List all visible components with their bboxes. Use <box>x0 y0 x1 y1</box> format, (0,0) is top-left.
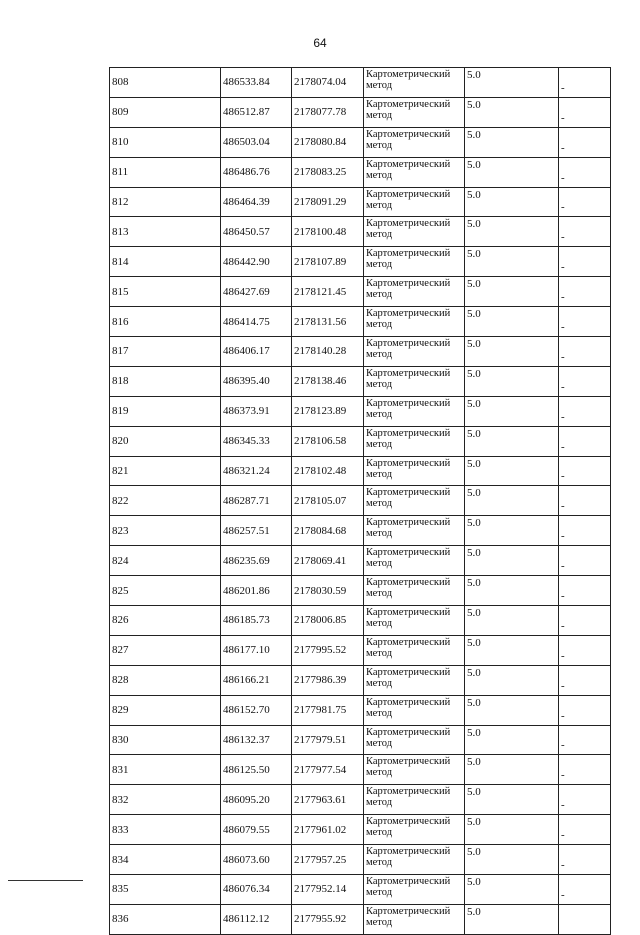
accuracy-cell: 5.0 <box>465 247 559 277</box>
y-coordinate-cell: 2178131.56 <box>292 307 364 337</box>
method-cell: Картометрический метод <box>364 725 465 755</box>
description-cell: - <box>559 337 611 367</box>
accuracy-cell: 5.0 <box>465 396 559 426</box>
method-cell: Картометрический метод <box>364 665 465 695</box>
y-coordinate-cell: 2178121.45 <box>292 277 364 307</box>
description-cell: - <box>559 725 611 755</box>
method-cell: Картометрический метод <box>364 695 465 725</box>
accuracy-cell: 5.0 <box>465 665 559 695</box>
description-cell: - <box>559 845 611 875</box>
point-number-cell: 825 <box>110 576 221 606</box>
y-coordinate-cell: 2178030.59 <box>292 576 364 606</box>
method-cell: Картометрический метод <box>364 456 465 486</box>
method-cell: Картометрический метод <box>364 576 465 606</box>
point-number-cell: 824 <box>110 546 221 576</box>
table-row <box>110 97 611 127</box>
table-row <box>110 277 611 307</box>
accuracy-cell: 5.0 <box>465 277 559 307</box>
method-cell: Картометрический метод <box>364 875 465 905</box>
description-cell: - <box>559 606 611 636</box>
table-row <box>110 337 611 367</box>
description-cell: - <box>559 875 611 905</box>
x-coordinate-cell: 486152.70 <box>221 695 292 725</box>
point-number-cell: 815 <box>110 277 221 307</box>
table-row <box>110 127 611 157</box>
description-cell: - <box>559 815 611 845</box>
x-coordinate-cell: 486079.55 <box>221 815 292 845</box>
y-coordinate-cell: 2177952.14 <box>292 875 364 905</box>
point-number-cell: 835 <box>110 875 221 905</box>
accuracy-cell: 5.0 <box>465 426 559 456</box>
y-coordinate-cell: 2178123.89 <box>292 396 364 426</box>
x-coordinate-cell: 486257.51 <box>221 516 292 546</box>
x-coordinate-cell: 486450.57 <box>221 217 292 247</box>
point-number-cell: 818 <box>110 366 221 396</box>
accuracy-cell: 5.0 <box>465 97 559 127</box>
footnote-divider <box>8 880 83 881</box>
method-cell: Картометрический метод <box>364 68 465 98</box>
point-number-cell: 813 <box>110 217 221 247</box>
table-row <box>110 546 611 576</box>
point-number-cell: 819 <box>110 396 221 426</box>
x-coordinate-cell: 486166.21 <box>221 665 292 695</box>
point-number-cell: 811 <box>110 157 221 187</box>
method-cell: Картометрический метод <box>364 247 465 277</box>
table-row <box>110 396 611 426</box>
description-cell: - <box>559 277 611 307</box>
method-cell: Картометрический метод <box>364 815 465 845</box>
y-coordinate-cell: 2177957.25 <box>292 845 364 875</box>
x-coordinate-cell: 486406.17 <box>221 337 292 367</box>
coordinates-table-body <box>110 68 611 935</box>
description-cell: - <box>559 665 611 695</box>
table-row <box>110 68 611 98</box>
method-cell: Картометрический метод <box>364 426 465 456</box>
accuracy-cell: 5.0 <box>465 845 559 875</box>
method-cell: Картометрический метод <box>364 516 465 546</box>
method-cell: Картометрический метод <box>364 606 465 636</box>
table-row <box>110 307 611 337</box>
accuracy-cell: 5.0 <box>465 337 559 367</box>
x-coordinate-cell: 486464.39 <box>221 187 292 217</box>
method-cell: Картометрический метод <box>364 277 465 307</box>
point-number-cell: 816 <box>110 307 221 337</box>
y-coordinate-cell: 2177986.39 <box>292 665 364 695</box>
description-cell: - <box>559 546 611 576</box>
description-cell: - <box>559 456 611 486</box>
x-coordinate-cell: 486321.24 <box>221 456 292 486</box>
accuracy-cell: 5.0 <box>465 815 559 845</box>
x-coordinate-cell: 486076.34 <box>221 875 292 905</box>
method-cell: Картометрический метод <box>364 127 465 157</box>
description-cell: - <box>559 396 611 426</box>
point-number-cell: 833 <box>110 815 221 845</box>
x-coordinate-cell: 486373.91 <box>221 396 292 426</box>
x-coordinate-cell: 486486.76 <box>221 157 292 187</box>
y-coordinate-cell: 2177979.51 <box>292 725 364 755</box>
x-coordinate-cell: 486345.33 <box>221 426 292 456</box>
y-coordinate-cell: 2178105.07 <box>292 486 364 516</box>
method-cell: Картометрический метод <box>364 755 465 785</box>
table-row <box>110 486 611 516</box>
description-cell: - <box>559 366 611 396</box>
table-row <box>110 456 611 486</box>
description-cell: - <box>559 127 611 157</box>
x-coordinate-cell: 486287.71 <box>221 486 292 516</box>
description-cell: - <box>559 217 611 247</box>
method-cell: Картометрический метод <box>364 546 465 576</box>
x-coordinate-cell: 486185.73 <box>221 606 292 636</box>
method-cell: Картометрический метод <box>364 187 465 217</box>
description-cell: - <box>559 755 611 785</box>
method-cell: Картометрический метод <box>364 97 465 127</box>
table-row <box>110 426 611 456</box>
point-number-cell: 829 <box>110 695 221 725</box>
accuracy-cell: 5.0 <box>465 695 559 725</box>
accuracy-cell: 5.0 <box>465 875 559 905</box>
point-number-cell: 832 <box>110 785 221 815</box>
accuracy-cell: 5.0 <box>465 157 559 187</box>
x-coordinate-cell: 486503.04 <box>221 127 292 157</box>
y-coordinate-cell: 2178140.28 <box>292 337 364 367</box>
table-row <box>110 366 611 396</box>
y-coordinate-cell: 2178069.41 <box>292 546 364 576</box>
method-cell: Картометрический метод <box>364 845 465 875</box>
point-number-cell: 820 <box>110 426 221 456</box>
table-row <box>110 785 611 815</box>
x-coordinate-cell: 486177.10 <box>221 635 292 665</box>
y-coordinate-cell: 2178106.58 <box>292 426 364 456</box>
method-cell: Картометрический метод <box>364 307 465 337</box>
method-cell: Картометрический метод <box>364 635 465 665</box>
point-number-cell: 817 <box>110 337 221 367</box>
point-number-cell: 836 <box>110 904 221 934</box>
table-row <box>110 247 611 277</box>
table-row <box>110 665 611 695</box>
y-coordinate-cell: 2178091.29 <box>292 187 364 217</box>
table-row <box>110 815 611 845</box>
description-cell: - <box>559 247 611 277</box>
y-coordinate-cell: 2178006.85 <box>292 606 364 636</box>
table-row <box>110 576 611 606</box>
y-coordinate-cell: 2178084.68 <box>292 516 364 546</box>
point-number-cell: 823 <box>110 516 221 546</box>
coordinates-table <box>109 67 611 935</box>
y-coordinate-cell: 2178107.89 <box>292 247 364 277</box>
description-cell: - <box>559 486 611 516</box>
accuracy-cell: 5.0 <box>465 217 559 247</box>
accuracy-cell: 5.0 <box>465 127 559 157</box>
y-coordinate-cell: 2178080.84 <box>292 127 364 157</box>
point-number-cell: 827 <box>110 635 221 665</box>
description-cell: - <box>559 97 611 127</box>
table-row <box>110 875 611 905</box>
page-number: 64 <box>313 36 327 50</box>
table-row <box>110 845 611 875</box>
point-number-cell: 830 <box>110 725 221 755</box>
description-cell: - <box>559 516 611 546</box>
accuracy-cell: 5.0 <box>465 785 559 815</box>
description-cell <box>559 904 611 934</box>
y-coordinate-cell: 2178083.25 <box>292 157 364 187</box>
method-cell: Картометрический метод <box>364 366 465 396</box>
method-cell: Картометрический метод <box>364 904 465 934</box>
accuracy-cell: 5.0 <box>465 635 559 665</box>
table-row <box>110 606 611 636</box>
table-row <box>110 516 611 546</box>
point-number-cell: 814 <box>110 247 221 277</box>
description-cell: - <box>559 187 611 217</box>
y-coordinate-cell: 2178102.48 <box>292 456 364 486</box>
x-coordinate-cell: 486073.60 <box>221 845 292 875</box>
accuracy-cell: 5.0 <box>465 755 559 785</box>
y-coordinate-cell: 2177977.54 <box>292 755 364 785</box>
accuracy-cell: 5.0 <box>465 725 559 755</box>
x-coordinate-cell: 486427.69 <box>221 277 292 307</box>
method-cell: Картометрический метод <box>364 217 465 247</box>
x-coordinate-cell: 486125.50 <box>221 755 292 785</box>
table-row <box>110 217 611 247</box>
accuracy-cell: 5.0 <box>465 486 559 516</box>
accuracy-cell: 5.0 <box>465 516 559 546</box>
accuracy-cell: 5.0 <box>465 68 559 98</box>
point-number-cell: 810 <box>110 127 221 157</box>
point-number-cell: 808 <box>110 68 221 98</box>
table-row <box>110 635 611 665</box>
y-coordinate-cell: 2177963.61 <box>292 785 364 815</box>
point-number-cell: 809 <box>110 97 221 127</box>
y-coordinate-cell: 2177961.02 <box>292 815 364 845</box>
y-coordinate-cell: 2177981.75 <box>292 695 364 725</box>
description-cell: - <box>559 307 611 337</box>
point-number-cell: 821 <box>110 456 221 486</box>
x-coordinate-cell: 486395.40 <box>221 366 292 396</box>
description-cell: - <box>559 426 611 456</box>
description-cell: - <box>559 695 611 725</box>
x-coordinate-cell: 486095.20 <box>221 785 292 815</box>
method-cell: Картометрический метод <box>364 337 465 367</box>
x-coordinate-cell: 486132.37 <box>221 725 292 755</box>
method-cell: Картометрический метод <box>364 157 465 187</box>
point-number-cell: 831 <box>110 755 221 785</box>
description-cell: - <box>559 635 611 665</box>
method-cell: Картометрический метод <box>364 486 465 516</box>
accuracy-cell: 5.0 <box>465 456 559 486</box>
y-coordinate-cell: 2178138.46 <box>292 366 364 396</box>
description-cell: - <box>559 157 611 187</box>
table-row <box>110 695 611 725</box>
x-coordinate-cell: 486512.87 <box>221 97 292 127</box>
method-cell: Картометрический метод <box>364 785 465 815</box>
point-number-cell: 812 <box>110 187 221 217</box>
x-coordinate-cell: 486414.75 <box>221 307 292 337</box>
accuracy-cell: 5.0 <box>465 366 559 396</box>
accuracy-cell: 5.0 <box>465 307 559 337</box>
x-coordinate-cell: 486235.69 <box>221 546 292 576</box>
accuracy-cell: 5.0 <box>465 576 559 606</box>
description-cell: - <box>559 785 611 815</box>
table-row <box>110 755 611 785</box>
x-coordinate-cell: 486112.12 <box>221 904 292 934</box>
accuracy-cell: 5.0 <box>465 904 559 934</box>
table-row <box>110 187 611 217</box>
table-row <box>110 725 611 755</box>
accuracy-cell: 5.0 <box>465 546 559 576</box>
y-coordinate-cell: 2178074.04 <box>292 68 364 98</box>
point-number-cell: 828 <box>110 665 221 695</box>
y-coordinate-cell: 2178077.78 <box>292 97 364 127</box>
description-cell: - <box>559 576 611 606</box>
y-coordinate-cell: 2178100.48 <box>292 217 364 247</box>
x-coordinate-cell: 486533.84 <box>221 68 292 98</box>
table-row <box>110 904 611 934</box>
accuracy-cell: 5.0 <box>465 187 559 217</box>
accuracy-cell: 5.0 <box>465 606 559 636</box>
y-coordinate-cell: 2177955.92 <box>292 904 364 934</box>
x-coordinate-cell: 486442.90 <box>221 247 292 277</box>
point-number-cell: 822 <box>110 486 221 516</box>
description-cell: - <box>559 68 611 98</box>
point-number-cell: 834 <box>110 845 221 875</box>
table-row <box>110 157 611 187</box>
x-coordinate-cell: 486201.86 <box>221 576 292 606</box>
method-cell: Картометрический метод <box>364 396 465 426</box>
point-number-cell: 826 <box>110 606 221 636</box>
y-coordinate-cell: 2177995.52 <box>292 635 364 665</box>
